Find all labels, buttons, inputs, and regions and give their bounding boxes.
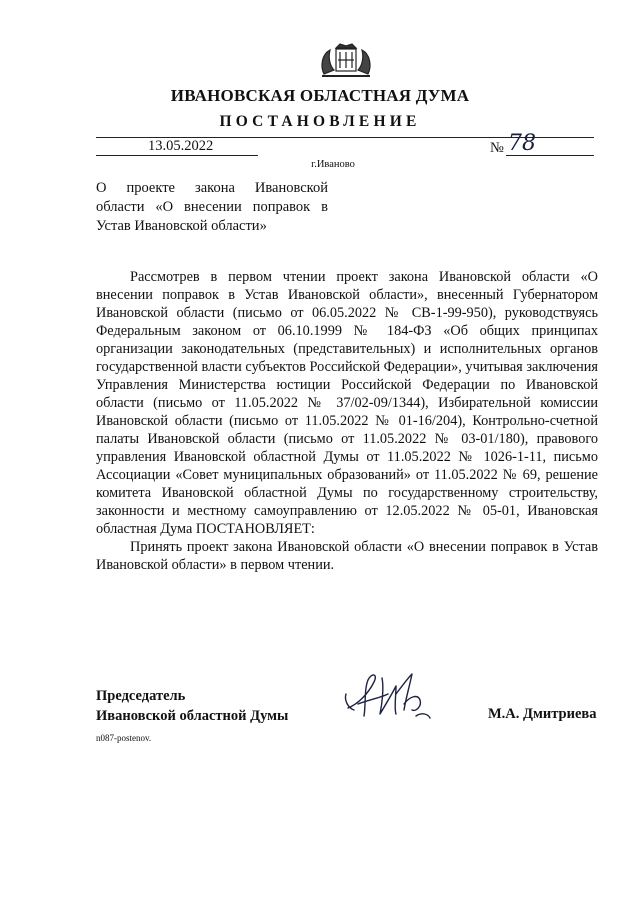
signer-title-line-2: Ивановской областной Думы <box>96 708 289 724</box>
signer-name: М.А. Дмитриева <box>488 706 597 722</box>
document-type-heading: ПОСТАНОВЛЕНИЕ <box>219 113 421 130</box>
body-paragraph: Рассмотрев в первом чтении проект закона Ивановской области «О внесении поправок в Устав Ивановской области», внесенный Губернатором Ивановской области (письмо от 06.05.2022 № СВ-1-99-950), руководствуясь Федеральным законом от 06.10.1999 № 184-ФЗ «Об общих принципах организации законодательных (представительных) и исполнительных органов государственной власти субъектов Российской Федерации», учитывая заключения Управления Министерства юстиции Российской Федерации по Ивановской области (письмо от 11.05.2022 № 37/02-09/1344), Избирательной комиссии Ивановской области (письмо от 11.05.2022 № 01-16/204), Контрольно-счетной палаты Ивановской области (письмо от 11.05.2022 № 03-01/180), правового управления Ивановской областной Думы от 11.05.2022 № 1026-1-11, письмо Ассоциации «Совет муниципальных образований» от 11.05.2022 № 69, решение комитета Ивановской областной Думы по государственному строительству, законности и местному самоуправлению от 12.05.2022 № 05-01, Ивановская областная Дума ПОСТАНОВЛЯЕТ: <box>96 269 598 537</box>
coat-of-arms-icon <box>318 40 374 80</box>
handwritten-signature-icon <box>338 664 458 734</box>
organization-title: ИВАНОВСКАЯ ОБЛАСТНАЯ ДУМА <box>170 86 470 105</box>
date-underline <box>96 155 258 156</box>
document-city: г.Иваново <box>311 159 355 170</box>
document-subject: О проекте закона Ивановской области «О внесении поправок в Устав Ивановской области» <box>96 180 328 234</box>
document-number: 78 <box>508 131 536 156</box>
signer-title <box>96 686 288 726</box>
document-number-label: № <box>490 140 504 156</box>
body-paragraph-resolution: Принять проект закона Ивановской области «О внесении поправок в Устав Ивановской области» в первом чтении. <box>96 539 598 573</box>
signer-title-line-1: Председатель <box>96 688 186 704</box>
document-date: 13.05.2022 <box>148 138 214 154</box>
document-body <box>96 268 598 574</box>
number-underline <box>506 155 594 156</box>
file-reference: n087-postenov. <box>96 733 152 743</box>
